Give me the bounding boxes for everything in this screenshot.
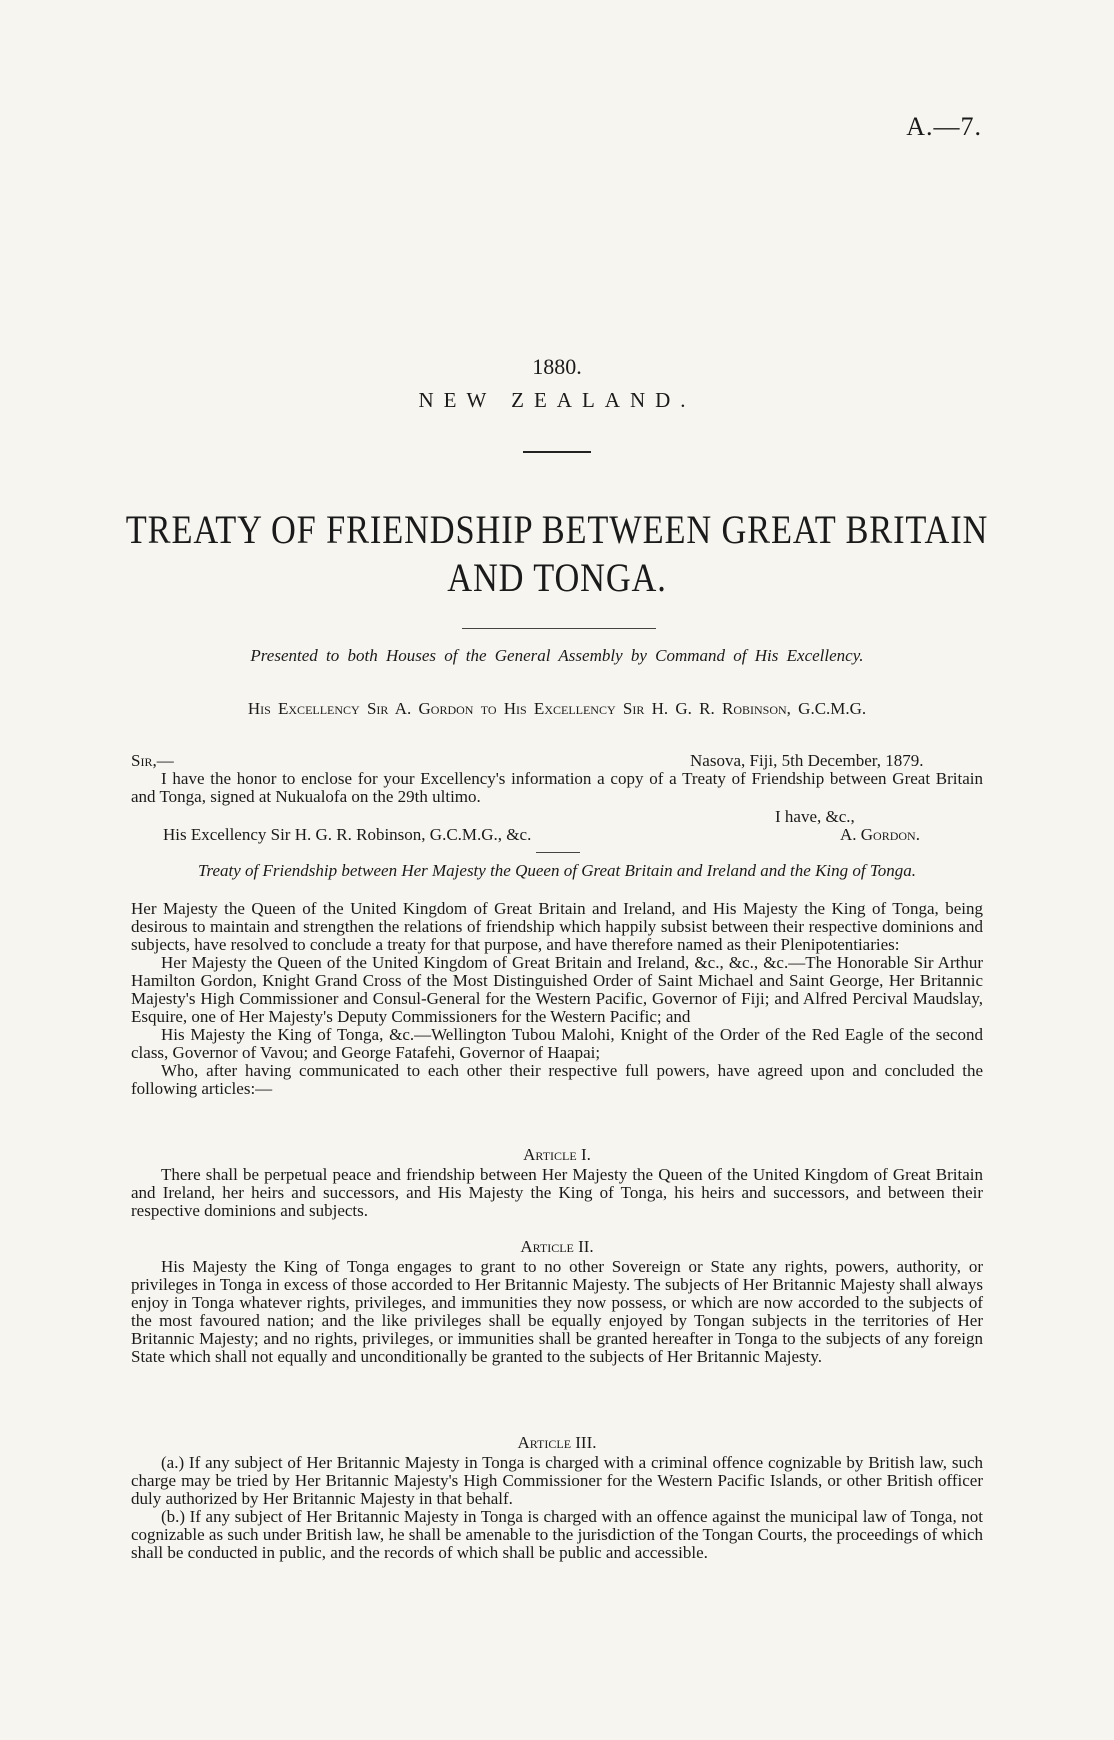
preamble-paragraph: Her Majesty the Queen of the United Kingdom of Great Britain and Ireland, &c., &c., &c.—The Honorable Sir Arthur Hamilton Gordon, Knight Grand Cross of the Most Distinguished Order of Saint Michael and Saint George, Her Britannic Majesty's High Commissioner and Consul-General for the Western Pacific, Governor of Fiji; and Alfred Percival Maudslay, Esquire, one of Her Majesty's Deputy Commissioners for the Western Pacific; and (131, 953, 983, 1026)
publication-year: 1880. (532, 354, 582, 379)
title-line-2: AND TONGA. (447, 555, 667, 600)
preamble-paragraph: Her Majesty the Queen of the United Kingdom of Great Britain and Ireland, and His Majesty the King of Tonga, being desirous to maintain and strengthen the relations of friendship which happily subsist between their respective dominions and subjects, have resolved to conclude a treaty for that purpose, and have therefore named as their Plenipotentiaries: (131, 899, 983, 954)
presented-divider (462, 628, 656, 629)
letter-addressee: His Excellency Sir H. G. R. Robinson, G.C.M.G., &c. (163, 825, 532, 844)
article-paragraph: His Majesty the King of Tonga engages to grant to no other Sovereign or State any rights, powers, authority, or privileges in Tonga in excess of those accorded to Her Britannic Majesty. The subjects of Her Britannic Majesty shall always enjoy in Tonga whatever rights, privileges, and immunities they now possess, or which are now accorded to the subjects of the most favoured nation; and the like privileges shall be equally enjoyed by Tongan subjects in the territories of Her Britannic Majesty; and no rights, privileges, or immunities shall be granted hereafter in Tonga to the subjects of any foreign State which shall not equally and unconditionally be granted to the subjects of Her Britannic Majesty. (131, 1257, 983, 1366)
preamble-paragraph: Who, after having communicated to each other their respective full powers, have agreed upon and concluded the following articles:— (131, 1061, 983, 1098)
article-heading: Article III. (517, 1433, 597, 1452)
article-heading: Article I. (523, 1145, 591, 1164)
treaty-preamble (131, 900, 983, 1098)
article-body (131, 1166, 983, 1220)
article-body (131, 1258, 983, 1366)
article-heading: Article II. (520, 1237, 594, 1256)
letter-place-date: Nasova, Fiji, 5th December, 1879. (690, 751, 924, 770)
country-name: NEW ZEALAND. (418, 388, 696, 412)
letter-signature: A. Gordon. (840, 825, 920, 844)
title-line-1: TREATY OF FRIENDSHIP BETWEEN GREAT BRITAIN (125, 507, 989, 552)
presented-note: Presented to both Houses of the General Assembly by Command of His Excellency. (250, 646, 864, 665)
title-divider (523, 451, 591, 453)
letter-closing: I have, &c., (775, 807, 855, 826)
letter-body: I have the honor to enclose for your Excellency's information a copy of a Treaty of Friendship between Great Britain and Tonga, signed at Nukualofa on the 29th ultimo. (131, 769, 983, 806)
document-reference: A.—7. (906, 112, 982, 141)
article-paragraph: (a.) If any subject of Her Britannic Majesty in Tonga is charged with a criminal offence cognizable by British law, such charge may be tried by Her Britannic Majesty's High Commissioner for the Western Pacific Islands, or other British officer duly authorized by Her Britannic Majesty in that behalf. (131, 1453, 983, 1508)
article-paragraph: (b.) If any subject of Her Britannic Majesty in Tonga is charged with an offence against the municipal law of Tonga, not cognizable as such under British law, he shall be amenable to the jurisdiction of the Tongan Courts, the proceedings of which shall be conducted in public, and the records of which shall be public and accessible. (131, 1507, 983, 1562)
article-body (131, 1454, 983, 1562)
document-title (78, 506, 1036, 602)
treaty-title: Treaty of Friendship between Her Majesty the Queen of Great Britain and Ireland and the King of Tonga. (197, 861, 917, 880)
letter-salutation: Sir,— (131, 751, 174, 770)
preamble-paragraph: His Majesty the King of Tonga, &c.—Wellington Tubou Malohi, Knight of the Order of the Red Eagle of the second class, Governor of Vavou; and George Fatafehi, Governor of Haapai; (131, 1025, 983, 1062)
article-paragraph: There shall be perpetual peace and friendship between Her Majesty the Queen of the United Kingdom of Great Britain and Ireland, her heirs and successors, and His Majesty the King of Tonga, his heirs and successors, and between their respective dominions and subjects. (131, 1165, 983, 1220)
section-divider (536, 852, 580, 853)
letter-heading: His Excellency Sir A. Gordon to His Excellency Sir H. G. R. Robinson, G.C.M.G. (247, 699, 867, 718)
